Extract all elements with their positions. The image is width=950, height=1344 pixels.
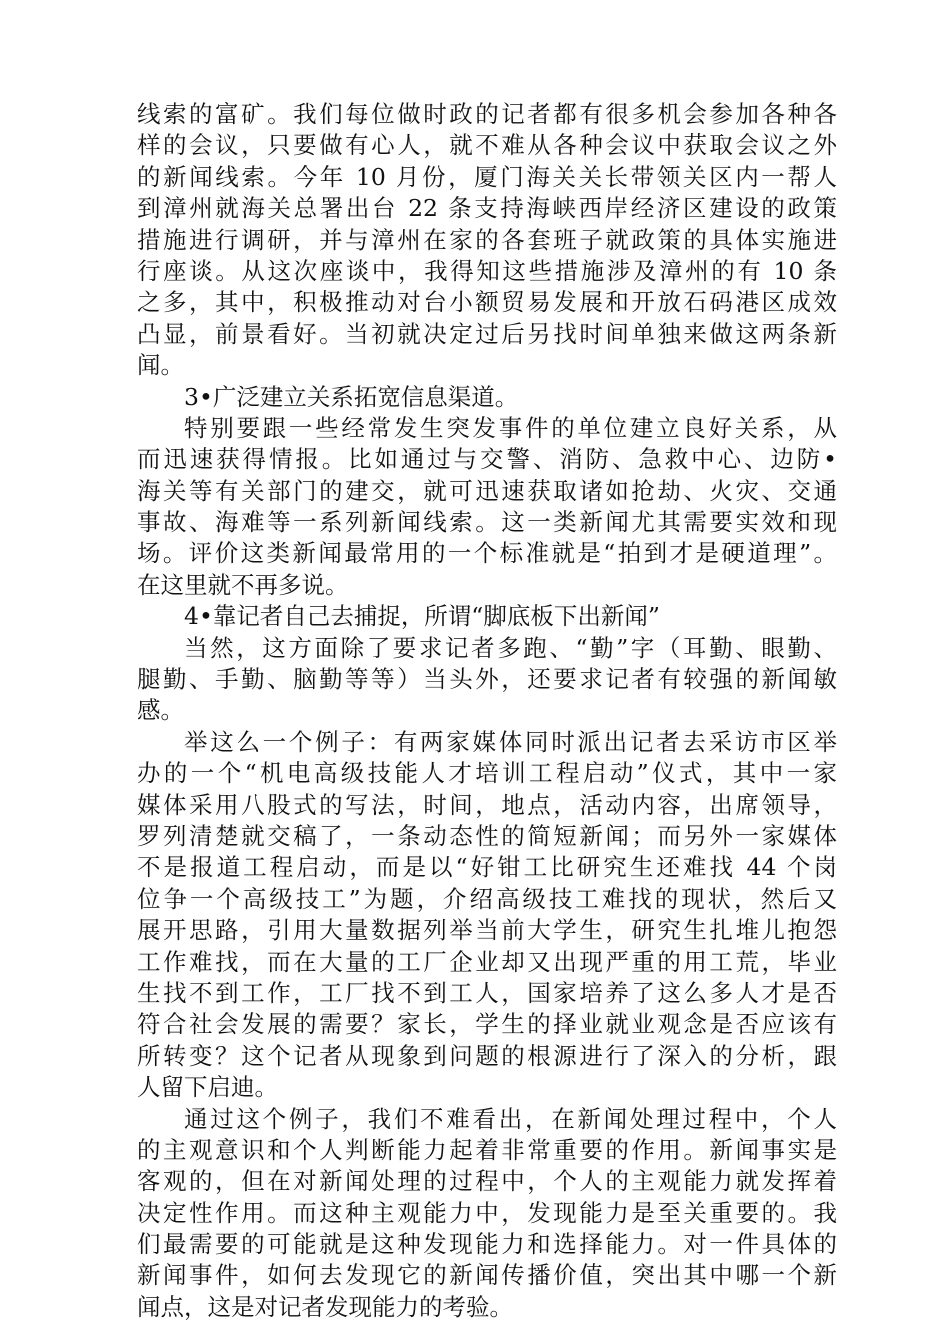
text-line: 到漳州就海关总署出台 22 条支持海峡西岸经济区建设的政策 [137,194,837,223]
text-line: 的新闻线索。今年 10 月份，厦门海关关长带领关区内一帮人 [137,162,837,191]
text-line: 闻点，这是对记者发现能力的考验。 [137,1292,513,1321]
text-line: 工作难找，而在大量的工厂企业却又出现严重的用工荒，毕业 [137,947,837,976]
text-line: 当然，这方面除了要求记者多跑、“勤”字（耳勤、眼勤、 [184,633,837,662]
text-line: 新闻事件，如何去发现它的新闻传播价值，突出其中哪一个新 [137,1261,837,1290]
text-line: 事故、海难等一系列新闻线索。这一类新闻尤其需要实效和现 [137,508,837,537]
text-line: 感。 [137,696,184,725]
document-body [137,99,837,1323]
text-line: 的主观意识和个人判断能力起着非常重要的作用。新闻事实是 [137,1135,837,1164]
text-line: 特别要跟一些经常发生突发事件的单位建立良好关系，从 [184,413,837,442]
text-line: 决定性作用。而这种主观能力中，发现能力是至关重要的。我 [137,1198,837,1227]
text-line: 线索的富矿。我们每位做时政的记者都有很多机会参加各种各 [137,100,837,128]
text-line: 媒体采用八股式的写法，时间，地点，活动内容，出席领导， [137,790,837,819]
text-line: 而迅速获得情报。比如通过与交警、消防、急救中心、边防• [137,445,837,474]
text-line: 行座谈。从这次座谈中，我得知这些措施涉及漳州的有 10 条 [137,256,837,285]
text-line: 样的会议，只要做有心人，就不难从各种会议中获取会议之外 [137,131,837,160]
text-line: 4•靠记者自己去捕捉，所谓“脚底板下出新闻” [184,602,660,631]
text-line: 3•广泛建立关系拓宽信息渠道。 [184,382,519,411]
text-line: 生找不到工作，工厂找不到工人，国家培养了这么多人才是否 [137,978,837,1007]
text-line: 在这里就不再多说。 [137,570,349,599]
text-line: 闻。 [137,351,184,380]
text-line: 腿勤、手勤、脑勤等等）当头外，还要求记者有较强的新闻敏 [137,665,837,694]
text-line: 措施进行调研，并与漳州在家的各套班子就政策的具体实施进 [137,225,837,254]
text-line: 客观的，但在对新闻处理的过程中，个人的主观能力就发挥着 [137,1167,837,1196]
text-line: 举这么一个例子：有两家媒体同时派出记者去采访市区举 [184,727,837,756]
text-line: 场。评价这类新闻最常用的一个标准就是“拍到才是硬道理”。 [137,539,837,568]
text-line: 展开思路，引用大量数据列举当前大学生，研究生扎堆儿抱怨 [137,916,837,945]
text-line: 不是报道工程启动，而是以“好钳工比研究生还难找 44 个岗 [137,853,837,882]
text-line: 位争一个高级技工”为题，介绍高级技工难找的现状，然后又 [137,884,837,913]
text-line: 之多，其中，积极推动对台小额贸易发展和开放石码港区成效 [137,288,837,317]
text-line: 符合社会发展的需要？家长，学生的择业就业观念是否应该有 [137,1010,837,1039]
text-line: 所转变？这个记者从现象到问题的根源进行了深入的分析，跟 [137,1041,837,1070]
text-line: 罗列清楚就交稿了，一条动态性的简短新闻；而另外一家媒体 [137,821,837,850]
text-line: 海关等有关部门的建交，就可迅速获取诸如抢劫、火灾、交通 [137,476,837,505]
text-line: 通过这个例子，我们不难看出，在新闻处理过程中，个人 [184,1104,837,1133]
text-line: 们最需要的可能就是这种发现能力和选择能力。对一件具体的 [137,1230,837,1259]
text-line: 人留下启迪。 [137,1073,278,1102]
text-line: 凸显，前景看好。当初就决定过后另找时间单独来做这两条新 [137,319,837,348]
text-line: 办的一个“机电高级技能人才培训工程启动”仪式，其中一家 [137,759,837,788]
